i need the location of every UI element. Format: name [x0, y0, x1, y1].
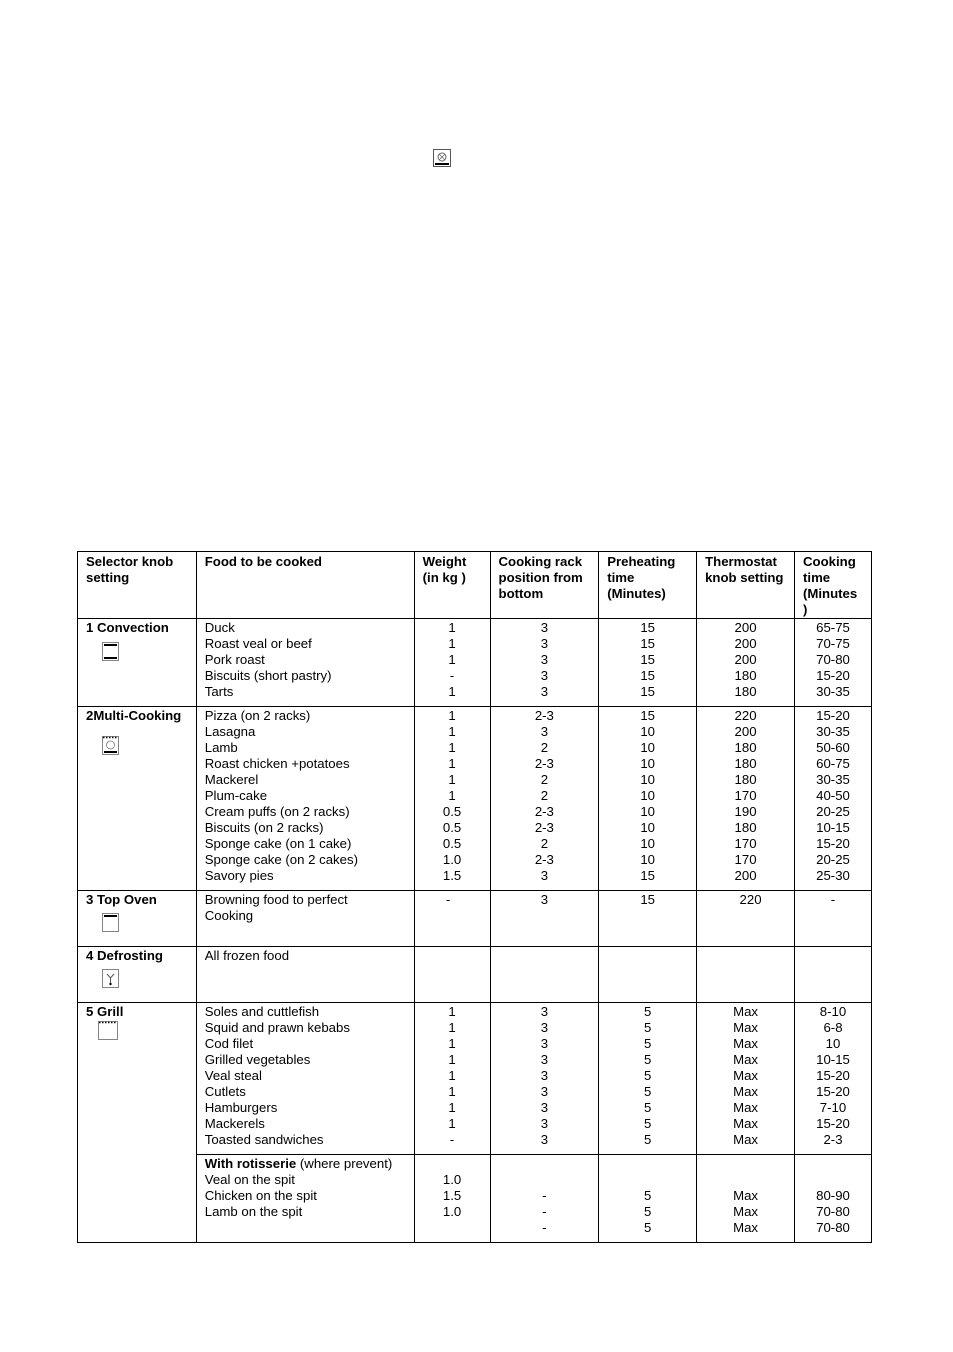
cell-value: Lasagna	[204, 724, 256, 739]
cell-value: 5	[643, 1204, 652, 1219]
cell-value: 15-20	[816, 1068, 850, 1083]
weight-list	[415, 707, 490, 890]
cell-value: 1	[448, 1036, 456, 1051]
cell-value: 1	[448, 756, 456, 771]
rotisserie-heading: With rotisserie (where prevent)	[204, 1156, 393, 1171]
cell-value: 1	[448, 740, 456, 755]
cell-value: 2-3	[534, 820, 554, 835]
cell-value: 3	[540, 652, 549, 667]
cell-value: 60-75	[816, 756, 850, 771]
selector-label: 4 Defrosting	[86, 948, 163, 963]
cell-value: 3	[540, 1132, 549, 1147]
cell-value: 5	[643, 1100, 652, 1115]
thermostat-list	[697, 707, 794, 890]
defrosting-symbol-icon	[102, 969, 119, 988]
cell-value	[607, 1172, 688, 1188]
cell-value: 1.5	[442, 868, 462, 883]
cell-value: 15	[640, 708, 655, 723]
cell-value: Max	[733, 1204, 759, 1219]
cooking-time-list	[795, 619, 871, 706]
cell-value: Savory pies	[204, 868, 274, 883]
header-rack: Cooking rack position from bottom	[490, 552, 599, 619]
cell-value: 1	[448, 684, 456, 699]
cell-value: 2-3	[823, 1132, 843, 1147]
cell-value: 3	[540, 1100, 549, 1115]
cell-value: 5	[643, 1036, 652, 1051]
cell-value: Tarts	[204, 684, 234, 699]
cell-value: Max	[733, 1116, 759, 1131]
preheat-list	[599, 619, 696, 706]
cell-value: 1	[448, 708, 456, 723]
cell-value: 3	[540, 1116, 549, 1131]
table-header-row	[78, 552, 872, 619]
cell-value: 1.0	[442, 1204, 462, 1219]
cell-value: Hamburgers	[204, 1100, 278, 1115]
cell-value: Mackerel	[204, 772, 259, 787]
cell-value: 5	[643, 1052, 652, 1067]
cell-value: Max	[733, 1084, 759, 1099]
cell-value: 20-25	[816, 852, 850, 867]
thermostat-list	[697, 891, 794, 914]
cell-value: 70-80	[816, 652, 850, 667]
cell-value: 3	[540, 724, 549, 739]
cell-value: 170	[734, 788, 757, 803]
cell-value: 5	[643, 1220, 652, 1235]
cell-value: 2-3	[534, 852, 554, 867]
cell-value: 15	[640, 636, 655, 651]
cell-value: 10	[640, 724, 655, 739]
cell-value: Max	[733, 1132, 759, 1147]
cell-value: 15	[640, 684, 655, 699]
cell-value: 1	[448, 1068, 456, 1083]
weight-list	[415, 891, 490, 914]
cell-value: -	[830, 892, 836, 907]
cell-value: 200	[734, 868, 757, 883]
cell-value: 0.5	[442, 804, 462, 819]
cell-value: 180	[734, 684, 757, 699]
cell-value: 2	[540, 740, 549, 755]
cell-value: -	[449, 668, 455, 683]
cell-value: -	[445, 892, 451, 907]
cell-value: Max	[733, 1100, 759, 1115]
cell-value: 10	[640, 804, 655, 819]
cell-value: 3	[540, 668, 549, 683]
convection-symbol-icon	[102, 642, 119, 661]
weight-list	[415, 1003, 490, 1154]
preheat-list	[599, 707, 696, 890]
cell-value: 170	[734, 852, 757, 867]
cell-value: 10	[640, 772, 655, 787]
cell-value	[803, 1172, 863, 1188]
cell-value: 10	[640, 756, 655, 771]
food-list	[197, 707, 414, 890]
cell-value: Chicken on the spit	[204, 1188, 317, 1203]
selector-label: 1 Convection	[86, 620, 169, 635]
cell-value: 6-8	[823, 1020, 843, 1035]
cell-value: 15-20	[816, 1084, 850, 1099]
cell-value: 15	[640, 620, 655, 635]
cell-value: 3	[540, 1004, 549, 1019]
weight-list	[415, 619, 490, 706]
cell-value: 1	[448, 1004, 456, 1019]
cell-value: 3	[540, 684, 549, 699]
cell-value: 10	[640, 852, 655, 867]
cell-value: Soles and cuttlefish	[204, 1004, 320, 1019]
cell-value: 200	[734, 724, 757, 739]
cell-value: 10	[640, 740, 655, 755]
cell-value	[607, 1156, 688, 1172]
cell-value: 200	[734, 620, 757, 635]
cell-value: Biscuits (on 2 racks)	[204, 820, 324, 835]
cell-value: Max	[733, 1188, 759, 1203]
section-top-oven	[78, 891, 872, 947]
cell-value: Veal on the spit	[204, 1172, 295, 1187]
cooking-table	[77, 551, 872, 1243]
weight-list	[415, 1155, 490, 1226]
cell-value: 5	[643, 1132, 652, 1147]
cell-value: 5	[643, 1116, 652, 1131]
cell-value: 30-35	[816, 684, 850, 699]
cell-value: 180	[734, 820, 757, 835]
cell-value: 1	[448, 724, 456, 739]
cell-value: 15	[640, 668, 655, 683]
cell-value: 5	[643, 1068, 652, 1083]
cell-value: 1	[448, 652, 456, 667]
cell-value: 10	[640, 820, 655, 835]
cell-value: 30-35	[816, 772, 850, 787]
cell-value: 1	[448, 636, 456, 651]
cell-value: 200	[734, 652, 757, 667]
cell-value: 1	[448, 1020, 456, 1035]
cell-value: 7-10	[819, 1100, 847, 1115]
cell-value: 30-35	[816, 724, 850, 739]
cell-value: -	[542, 1220, 547, 1235]
preheat-list	[599, 891, 696, 914]
cell-value: 15	[640, 652, 655, 667]
cell-value	[803, 1156, 863, 1172]
cell-value: 1	[448, 1052, 456, 1067]
cell-value: 5	[643, 1188, 652, 1203]
cell-value: 15-20	[816, 1116, 850, 1131]
cell-value: 220	[739, 892, 762, 907]
cell-value: 10	[825, 1036, 841, 1051]
cell-value: 3	[540, 1036, 549, 1051]
header-preheat: Preheating time (Minutes)	[599, 552, 697, 619]
cell-value: Cutlets	[204, 1084, 246, 1099]
cell-value: Max	[733, 1068, 759, 1083]
cell-value: Pork roast	[204, 652, 265, 667]
cell-value	[423, 1156, 482, 1172]
cell-value: 8-10	[819, 1004, 847, 1019]
cell-value: 3	[540, 636, 549, 651]
cell-value: 170	[734, 836, 757, 851]
cell-value: Mackerels	[204, 1116, 265, 1131]
cell-value: 65-75	[816, 620, 850, 635]
header-thermostat: Thermostat knob setting	[697, 552, 795, 619]
section-defrosting	[78, 947, 872, 1003]
thermostat-list	[697, 1155, 794, 1242]
cell-value: 2	[540, 788, 549, 803]
cooking-time-list	[795, 1003, 871, 1154]
cell-value: 1	[448, 620, 456, 635]
cell-value: 20-25	[816, 804, 850, 819]
header-selector: Selector knob setting	[78, 552, 197, 619]
food-list	[197, 891, 414, 930]
cell-value: Toasted sandwiches	[204, 1132, 324, 1147]
cell-value: Max	[733, 1052, 759, 1067]
grill-symbol-icon	[98, 1021, 118, 1040]
selector-label: 5 Grill	[86, 1004, 124, 1019]
cell-value: 1.5	[442, 1188, 462, 1203]
cell-value: 3	[540, 1020, 549, 1035]
cell-value: 1	[448, 1084, 456, 1099]
cell-value: 15-20	[816, 668, 850, 683]
rack-list	[491, 619, 599, 706]
section-multi-cooking	[78, 707, 872, 891]
cell-value	[499, 1172, 591, 1188]
cell-value: 1	[448, 788, 456, 803]
food-list	[197, 619, 414, 706]
cell-value: Max	[733, 1220, 759, 1235]
cell-value: 2	[540, 836, 549, 851]
cell-value: Sponge cake (on 1 cake)	[204, 836, 352, 851]
cell-value	[705, 1156, 786, 1172]
cell-value: 1	[448, 1100, 456, 1115]
food-list	[197, 1003, 414, 1154]
selector-label: 3 Top Oven	[86, 892, 157, 907]
cell-value: 15-20	[816, 836, 850, 851]
cell-value: All frozen food	[204, 948, 290, 963]
cell-value: 70-80	[816, 1220, 850, 1235]
cooking-time-list	[795, 707, 871, 890]
cell-value: Veal steal	[204, 1068, 262, 1083]
rack-list	[491, 1155, 599, 1242]
cell-value: 15	[640, 892, 655, 907]
cell-value: Cream puffs (on 2 racks)	[204, 804, 350, 819]
cooking-time-list	[795, 1155, 871, 1242]
cell-value: 1.0	[442, 1172, 462, 1187]
cell-value: Biscuits (short pastry)	[204, 668, 332, 683]
cell-value: 1	[448, 1116, 456, 1131]
rack-list	[491, 1003, 599, 1154]
food-list	[205, 1172, 406, 1220]
cell-value	[705, 1172, 786, 1188]
header-weight: Weight (in kg )	[414, 552, 490, 619]
cell-value: 15-20	[816, 708, 850, 723]
header-cooking-time: Cooking time (Minutes )	[795, 552, 872, 619]
multi-cooking-symbol-icon	[102, 736, 119, 755]
cell-value: Sponge cake (on 2 cakes)	[204, 852, 358, 867]
cell-value: Duck	[204, 620, 235, 635]
header-food: Food to be cooked	[196, 552, 414, 619]
cell-value: 3	[540, 892, 549, 907]
cell-value: 180	[734, 756, 757, 771]
selector-label: 2Multi-Cooking	[86, 708, 182, 723]
cell-value: 2	[540, 772, 549, 787]
cell-value: 80-90	[816, 1188, 850, 1203]
cell-value: 40-50	[816, 788, 850, 803]
cell-value: 25-30	[816, 868, 850, 883]
cell-value: Grilled vegetables	[204, 1052, 311, 1067]
cell-value: Max	[733, 1004, 759, 1019]
cell-value: Plum-cake	[204, 788, 268, 803]
cell-value: 200	[734, 636, 757, 651]
cell-value: Roast chicken +potatoes	[204, 756, 350, 771]
cell-value: 180	[734, 740, 757, 755]
cell-value: 70-75	[816, 636, 850, 651]
cell-value: 15	[640, 868, 655, 883]
cell-value: 5	[643, 1004, 652, 1019]
cell-value: -	[449, 1132, 455, 1147]
cell-value: Cooking	[204, 908, 254, 923]
thermostat-list	[697, 1003, 794, 1154]
cell-value: 2-3	[534, 804, 554, 819]
cell-value: Squid and prawn kebabs	[204, 1020, 350, 1035]
multi-cooking-symbol-icon	[433, 149, 451, 167]
cell-value: Lamb on the spit	[204, 1204, 303, 1219]
cell-value: Lamb	[204, 740, 238, 755]
cooking-time-list	[795, 891, 871, 914]
cell-value: 5	[643, 1084, 652, 1099]
food-list	[197, 947, 414, 970]
cell-value: 0.5	[442, 820, 462, 835]
preheat-list	[599, 1003, 696, 1154]
cell-value: Max	[733, 1020, 759, 1035]
section-grill	[78, 1003, 872, 1155]
top-oven-symbol-icon	[102, 913, 119, 932]
cell-value: 2-3	[534, 756, 554, 771]
cell-value: 5	[643, 1020, 652, 1035]
section-convection	[78, 619, 872, 707]
cell-value: Cod filet	[204, 1036, 254, 1051]
cell-value: 220	[734, 708, 757, 723]
cell-value	[499, 1156, 591, 1172]
rack-list	[491, 707, 599, 890]
cell-value: 3	[540, 620, 549, 635]
cell-value: 180	[734, 668, 757, 683]
cell-value: Max	[733, 1036, 759, 1051]
cell-value: -	[542, 1204, 547, 1219]
thermostat-list	[697, 619, 794, 706]
preheat-list	[599, 1155, 696, 1242]
rack-list	[491, 891, 599, 914]
cell-value: 3	[540, 1068, 549, 1083]
cell-value: -	[542, 1188, 547, 1203]
cell-value: 180	[734, 772, 757, 787]
cell-value: 1	[448, 772, 456, 787]
cell-value: 3	[540, 868, 549, 883]
cell-value: 3	[540, 1084, 549, 1099]
cell-value: 0.5	[442, 836, 462, 851]
cell-value: 1.0	[442, 852, 462, 867]
cell-value: Roast veal or beef	[204, 636, 312, 651]
cell-value: 10	[640, 836, 655, 851]
cell-value: 2-3	[534, 708, 554, 723]
section-rotisserie	[78, 1155, 872, 1243]
cell-value: 10-15	[816, 820, 850, 835]
cell-value: 3	[540, 1052, 549, 1067]
cell-value: Browning food to perfect	[204, 892, 348, 907]
cell-value: 50-60	[816, 740, 850, 755]
cell-value: 70-80	[816, 1204, 850, 1219]
cell-value: 190	[734, 804, 757, 819]
cell-value: Pizza (on 2 racks)	[204, 708, 311, 723]
cell-value: 10-15	[816, 1052, 850, 1067]
cell-value: 10	[640, 788, 655, 803]
